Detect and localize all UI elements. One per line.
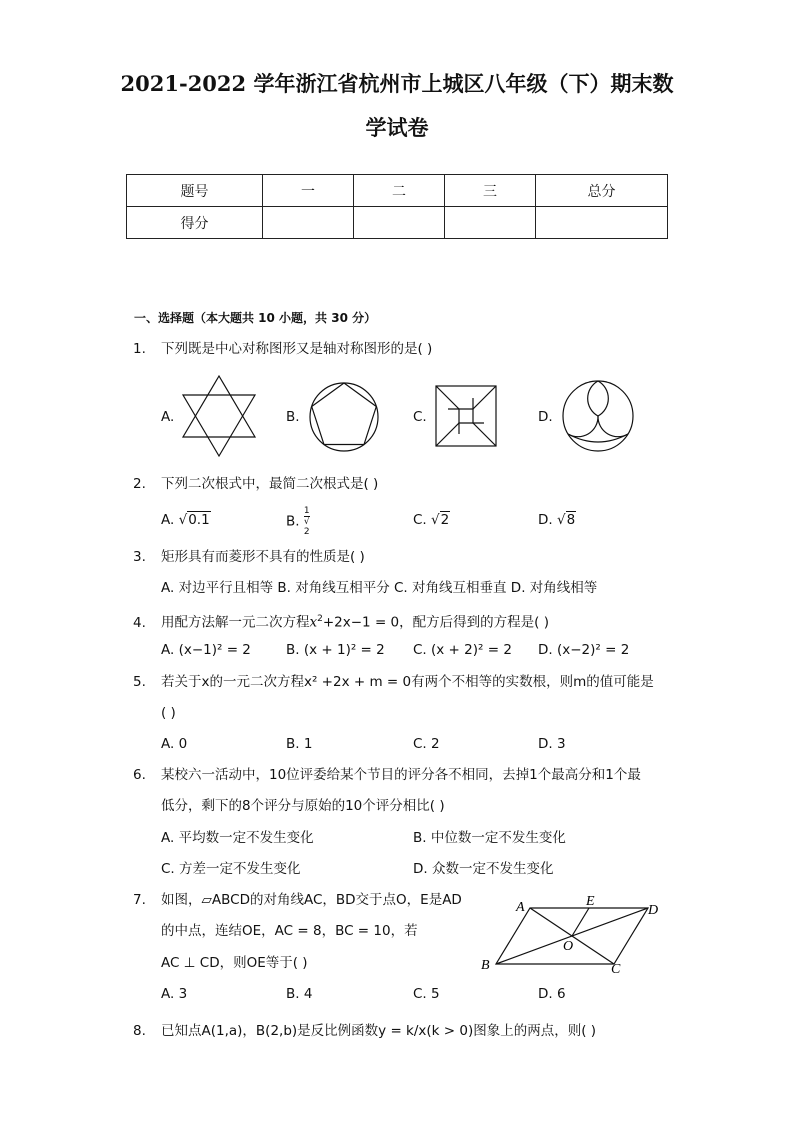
score-header-cell: 总分	[536, 175, 668, 207]
option-d: D. 6	[538, 986, 566, 1002]
score-cell	[445, 207, 536, 239]
question-7	[133, 891, 462, 909]
option-d: D. √8	[538, 512, 576, 528]
question-number: 1.	[133, 341, 146, 357]
question-text: 某校六一活动中，10位评委给某个节目的评分各不相同，去掉1个最高分和1个最	[161, 767, 641, 783]
circle-three-arcs-figure	[560, 378, 636, 454]
parallelogram-abcd-figure	[476, 893, 666, 977]
equation-rest: +2x−1 = 0	[322, 614, 400, 631]
option-label: B.	[286, 513, 300, 530]
section-heading: 一、选择题（本大题共 10 小题，共 30 分）	[134, 311, 377, 325]
point-label-o: O	[563, 939, 574, 954]
question-number: 5.	[133, 674, 146, 690]
question-3-options: A. 对边平行且相等 B. 对角线互相平分 C. 对角线互相垂直 D. 对角线相等	[161, 580, 598, 596]
option-c: C. √2	[413, 512, 450, 528]
score-cell	[263, 207, 354, 239]
question-text: 用配方法解一元二次方程	[161, 614, 310, 631]
option-b: B. (x + 1)² = 2	[286, 642, 385, 658]
option-label: A.	[161, 512, 175, 528]
score-header-cell: 三	[445, 175, 536, 207]
question-text: 下列二次根式中，最简二次根式是( )	[161, 476, 379, 492]
question-4: 4. 用配方法解一元二次方程$x^2+2x-1 = 0$，配方后得到的方程是( )	[133, 614, 549, 631]
vertex-label-d: D	[648, 903, 659, 918]
option-d: D. 3	[538, 736, 566, 752]
numerator: 1	[303, 506, 310, 516]
option-c: C. 2	[413, 736, 440, 752]
question-5	[133, 673, 654, 691]
question-text-cont: 的中点，连结OE，AC = 8，BC = 10，若	[161, 923, 418, 939]
option-b: B. 4	[286, 986, 313, 1002]
option-c: C. (x + 2)² = 2	[413, 642, 512, 658]
vertex-label-c: C	[611, 962, 621, 977]
question-text-end: ，配方后得到的方程是( )	[399, 614, 549, 631]
option-c: C. 5	[413, 986, 440, 1002]
score-row-label: 得分	[127, 207, 263, 239]
option-a: A. (x−1)² = 2	[161, 642, 251, 658]
question-number: 4.	[133, 614, 146, 631]
option-label: D.	[538, 512, 553, 528]
square-pinwheel-figure	[434, 384, 498, 448]
option-label: C.	[413, 409, 427, 425]
question-text: 矩形具有而菱形不具有的性质是( )	[161, 549, 365, 565]
option-b: B. 1	[286, 736, 313, 752]
option-b	[286, 506, 310, 537]
option-label: D.	[538, 409, 553, 425]
radicand: 2	[440, 512, 450, 528]
question-number: 2.	[133, 476, 146, 492]
question-2	[133, 475, 378, 493]
question-1	[133, 340, 432, 358]
question-3	[133, 548, 365, 566]
option-d: D. (x−2)² = 2	[538, 642, 630, 658]
option-a: A. 0	[161, 736, 188, 752]
question-text: 已知点A(1,a)，B(2,b)是反比例函数y = k/x(k > 0)图象上的两点，则( )	[161, 1023, 597, 1039]
option-a: A. 3	[161, 986, 188, 1002]
radicand: 8	[566, 512, 576, 528]
exam-title-line1: 2021-2022 学年浙江省杭州市上城区八年级（下）期末数	[120, 71, 674, 96]
option-a: A. √0.1	[161, 512, 210, 528]
question-text-cont: AC ⊥ CD，则OE等于( )	[161, 955, 308, 971]
point-label-e: E	[586, 894, 595, 909]
exam-title-line2: 学试卷	[365, 115, 429, 140]
vertex-label-a: A	[516, 900, 525, 915]
score-header-cell: 一	[263, 175, 354, 207]
denominator: √ 2	[303, 517, 310, 537]
option-label: B.	[286, 409, 300, 425]
star-of-david-figure	[180, 374, 258, 458]
option-label: A.	[161, 409, 175, 425]
option-d: D. 众数一定不发生变化	[413, 861, 554, 877]
equation-var: x	[309, 614, 318, 631]
option-label: C.	[413, 512, 427, 528]
score-header-cell: 二	[354, 175, 445, 207]
score-cell	[354, 207, 445, 239]
question-text: 如图，▱ABCD的对角线AC，BD交于点O，E是AD	[161, 892, 462, 908]
question-text-cont: ( )	[161, 705, 176, 721]
question-6	[133, 766, 641, 784]
score-header-cell: 题号	[127, 175, 263, 207]
score-table-header-row	[127, 175, 668, 207]
radicand: 0.1	[188, 512, 210, 528]
question-8	[133, 1022, 596, 1040]
radicand: 2	[303, 527, 310, 537]
question-text: 下列既是中心对称图形又是轴对称图形的是( )	[161, 341, 433, 357]
score-table-score-row	[127, 207, 668, 239]
fraction	[304, 506, 310, 537]
score-table	[126, 174, 668, 239]
circle-with-pentagon-figure	[306, 381, 382, 453]
score-cell	[536, 207, 668, 239]
question-text: 若关于x的一元二次方程x² +2x + m = 0有两个不相等的实数根，则m的值可能是	[161, 674, 654, 690]
question-text-cont: 低分，剩下的8个评分与原始的10个评分相比( )	[161, 798, 445, 814]
option-a: A. 平均数一定不发生变化	[161, 830, 314, 846]
vertex-label-b: B	[481, 958, 490, 973]
question-number: 3.	[133, 549, 146, 565]
question-number: 7.	[133, 892, 146, 908]
question-number: 8.	[133, 1023, 146, 1039]
option-b: B. 中位数一定不发生变化	[413, 830, 566, 846]
question-number: 6.	[133, 767, 146, 783]
option-c: C. 方差一定不发生变化	[161, 861, 301, 877]
